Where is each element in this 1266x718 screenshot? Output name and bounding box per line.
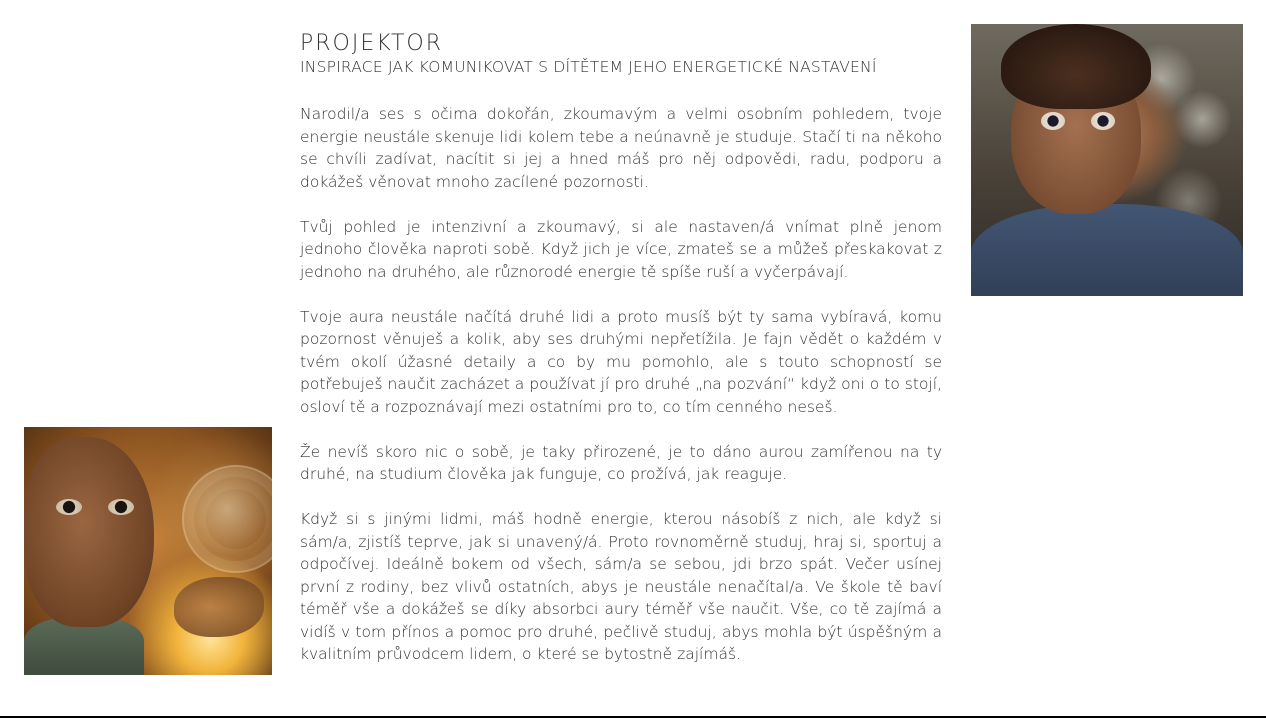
child-portrait-photo <box>971 24 1243 296</box>
photo-eye-right <box>1091 112 1115 130</box>
photo-hand <box>174 577 264 637</box>
paragraph-1: Narodil/a ses s očima dokořán, zkoumavým a velmi osobním pohledem, tvoje energie neustále skenuje lidi kolem tebe a neúnavně je studuje. Stačí ti na někoho se chvíli zadívat, nacítit si jej a hned máš pro něj odpovědi, radu, podporu a dokážeš věnovat mnoho zacílené pozornosti. <box>300 105 942 191</box>
child-with-glowing-light-photo <box>24 427 272 675</box>
header <box>300 31 945 77</box>
body-text <box>300 103 942 688</box>
photo-glowing-ring <box>182 465 272 573</box>
paragraph-4: Že nevíš skoro nic o sobě, je taky přirozené, je to dáno aurou zamířenou na ty druhé, na studium člověka jak funguje, co prožívá, jak reaguje. <box>300 442 942 483</box>
photo-eye-right <box>108 499 134 515</box>
paragraph-5: Když si s jinými lidmi, máš hodně energie, kterou násobíš z nich, ale když si sám/a, zjistíš teprve, jak si unavený/á. Proto rovnoměrně studuj, hraj si, sportuj a odpočívej. Ideálně bokem od všech, sám/a se sebou, jdi brzo spát. Večer usínej první z rodiny, bez vlivů ostatních, abys je neustále nenačítal/a. Ve škole tě baví téměř vše a dokážeš se díky absorbci aury téměř vše naučit. Vše, co tě zajímá a vidíš v tom přínos a pomoc pro druhé, pečlivě studuj, abys mohla být úspěšným a kvalitním průvodcem lidem, o které se bytostně zajímáš. <box>300 510 942 663</box>
page-subtitle: INSPIRACE JAK KOMUNIKOVAT S DÍTĚTEM JEHO ENERGETICKÉ NASTAVENÍ <box>300 58 877 76</box>
paragraph-3: Tvoje aura neustále načítá druhé lidi a proto musíš být ty sama vybíravá, komu pozornost věnuješ a kolik, aby ses druhými nepřetížila. Je fajn vědět o každém v tvém okolí úžasné detaily a co by mu pomohlo, ale s touto schopností se potřebuješ naučit zacházet a používat jí pro druhé „na pozvání“ když oni o to stojí, osloví tě a rozpoznávají mezi ostatními pro to, co tím cenného neseš. <box>300 307 942 416</box>
page-title: PROJEKTOR <box>300 31 444 56</box>
paragraph-2: Tvůj pohled je intenzivní a zkoumavý, si ale nastaven/á vnímat plně jenom jednoho člověka naproti sobě. Když jich je více, zmateš se a můžeš přeskakovat z jednoho na druhého, ale různorodé energie tě spíše ruší a vyčerpávají. <box>300 217 942 281</box>
photo-eye-left <box>1041 112 1065 130</box>
photo-shirt <box>971 204 1243 296</box>
photo-eye-left <box>56 499 82 515</box>
photo-hair <box>1001 24 1151 109</box>
photo-face <box>24 437 154 627</box>
